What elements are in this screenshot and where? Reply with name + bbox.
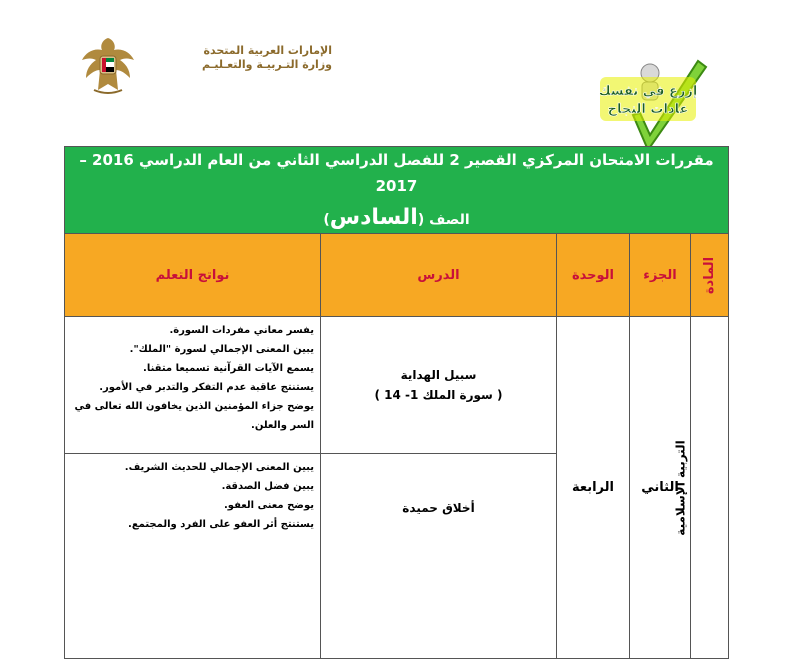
outcome-item: يبين المعنى الإجمالي للحديث الشريف. [124,462,314,473]
header-part: الجزء [630,234,691,317]
header-subject [691,234,729,317]
outcome-item: يستنتج أثر العفو على الفرد والمجتمع. [128,519,314,530]
motto-line-1: إزرع في نفسك [598,84,698,99]
subject-cell [673,317,729,659]
header-outcomes: نواتج التعلم [65,234,321,317]
outcome-item: يستنتج عاقبة عدم التفكر والتدبر في الأمور. [99,382,314,393]
exam-table [64,146,729,659]
outcomes-cell [65,317,321,454]
outcome-item: يوضح جزاء المؤمنين الذين يخافون الله تعالى في [74,401,314,412]
grade-name: السادس [329,205,418,230]
outcome-item: يبين فضل الصدقة. [221,481,314,492]
grade-label [65,205,728,233]
outcomes-cell [65,454,321,659]
unit-cell: الرابعة [557,317,630,659]
header-subject-label: المادة [701,256,717,294]
lesson-title: سبيل الهداية [400,368,477,382]
eagle-emblem-icon [80,34,136,96]
ministry-logo [80,30,340,100]
success-habits-badge [578,55,718,155]
outcome-item: يفسر معاني مفردات السورة. [169,325,314,336]
subject-name: التربية الإسلامية [673,439,688,536]
outcome-item: السر والعلن. [251,420,314,431]
table-row [65,317,729,454]
table-title: مقررات الامتحان المركزي القصير 2 للفصل الدراسي الثاني من العام الدراسي 2016 – 2017 [79,151,714,195]
part-cell: الثاني [630,317,691,659]
ministry-name [142,44,332,72]
outcome-item: يسمع الآيات القرآنية تسميعا متقنا. [143,363,314,374]
grade-suffix: ) [323,212,330,228]
outcome-item: يبين المعنى الإجمالي لسورة "الملك". [129,344,314,355]
lesson-title: أخلاق حميدة [402,501,475,515]
ministry-line-1: الإمارات العربية المتحدة [203,44,332,57]
grade-prefix: الصف ( [417,212,470,228]
lesson-subtitle: ( سورة الملك 1- 14 ) [374,388,503,402]
table-title-banner [65,147,729,234]
outcome-item: يوضح معنى العفو. [224,500,314,511]
ministry-line-2: وزارة التـربيـة والتعـليـم [201,58,332,71]
header-lesson: الدرس [321,234,557,317]
lesson-cell [321,454,557,659]
header-unit: الوحدة [557,234,630,317]
lesson-cell [321,317,557,454]
motto-line-2: عادات النجاح [607,102,689,117]
